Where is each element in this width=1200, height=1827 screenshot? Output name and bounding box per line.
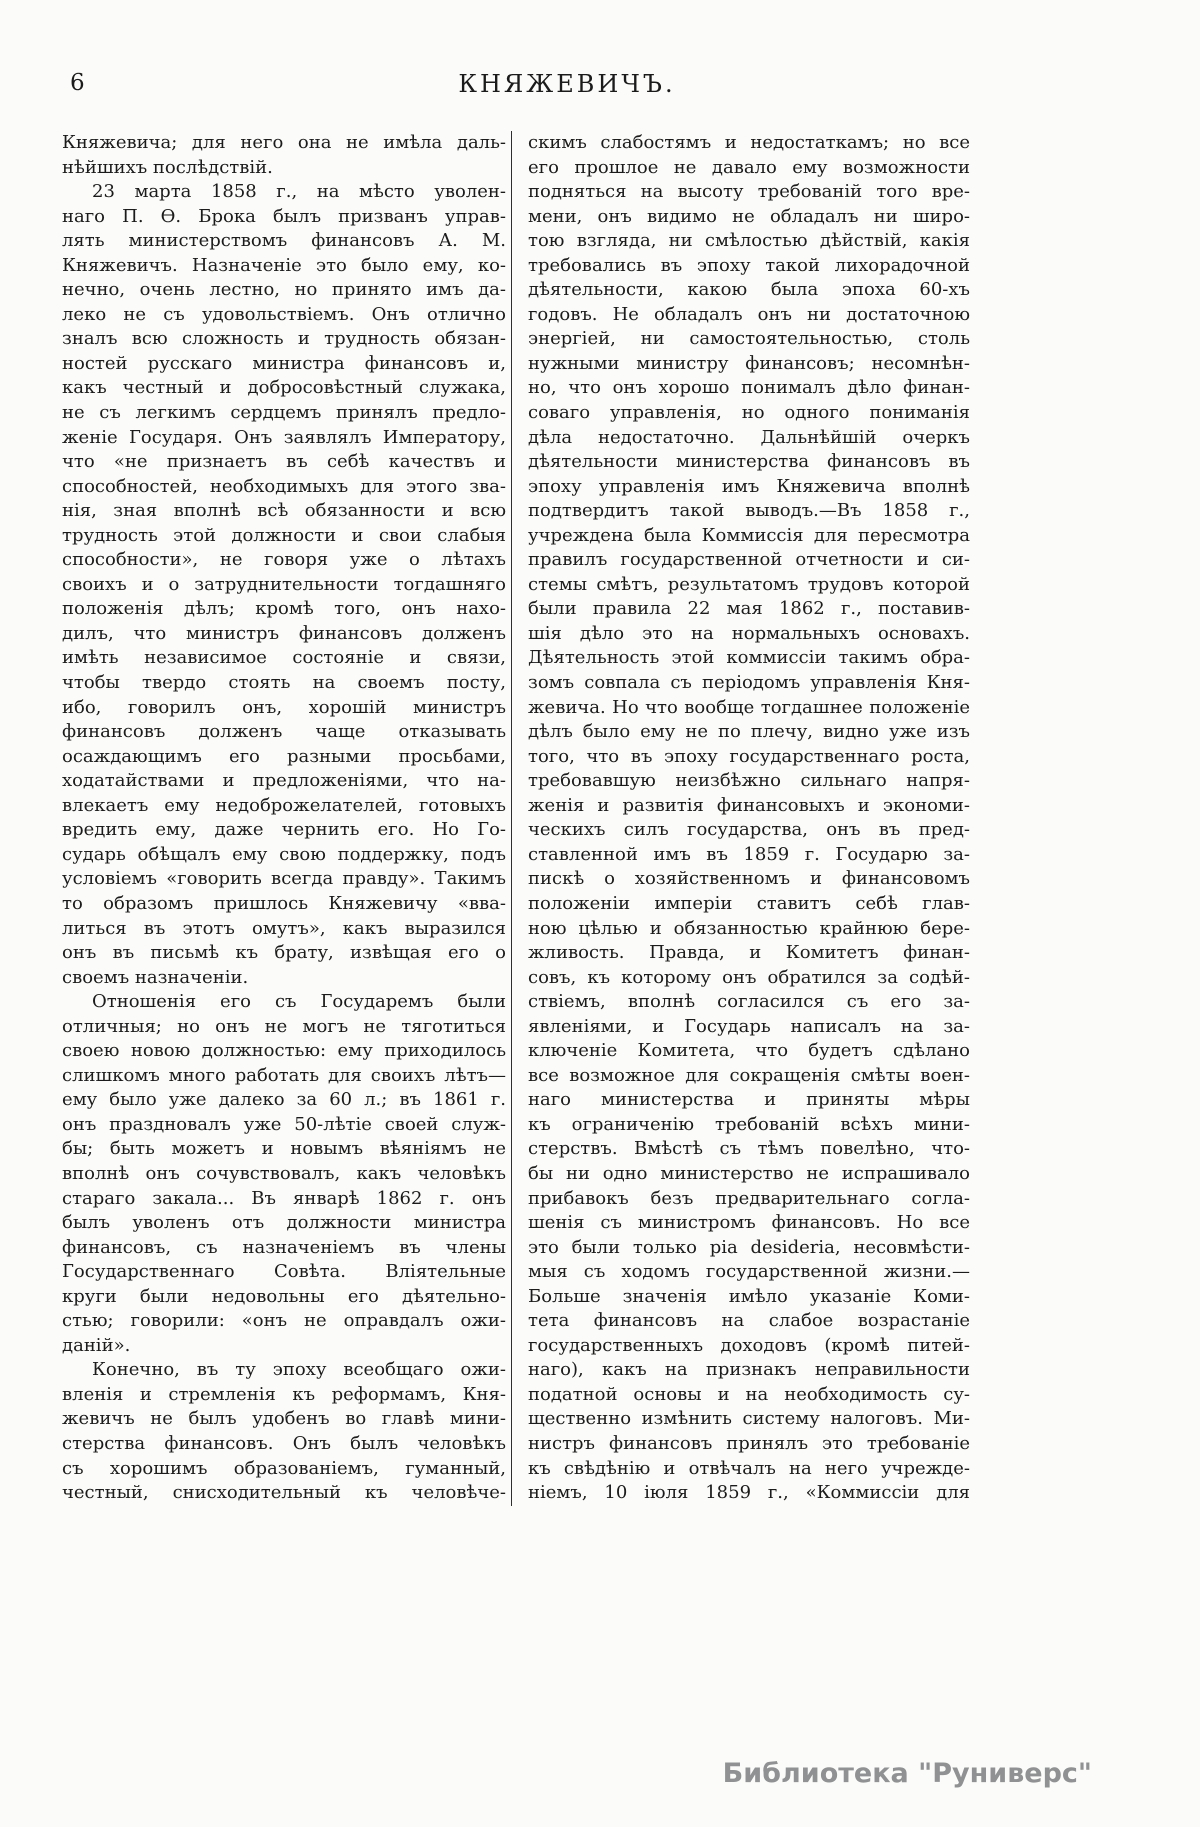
text-line: къ ограниченію требованій всѣхъ мини- — [528, 1113, 970, 1135]
text-line: нія, зная вполнѣ всѣ обязанности и всю — [62, 500, 506, 522]
text-line: шенія съ министромъ финансовъ. Но все — [528, 1212, 970, 1234]
text-line: все возможное для сокращенія смѣты воен- — [528, 1064, 970, 1086]
text-line: съ хорошимъ образованіемъ, гуманный, — [62, 1457, 506, 1479]
text-line: жевича. Но что вообще тогдашнее положеніе — [528, 696, 970, 718]
text-line: своею новою должностью: ему приходилось — [62, 1040, 506, 1062]
text-line: что «не признаетъ въ себѣ качествъ и — [62, 451, 506, 473]
text-line: ибо, говорилъ онъ, хорошій министръ — [62, 696, 506, 718]
text-line: вредить ему, даже чернить его. Но Го- — [62, 819, 506, 841]
text-line: дѣла недостаточно. Дальнѣйшій очеркъ — [528, 426, 970, 448]
text-line: жевичъ не былъ удобенъ во главѣ мини- — [62, 1408, 506, 1430]
text-line: стемы смѣтъ, результатомъ трудовъ которой — [528, 573, 970, 595]
text-line: энергіей, ни самостоятельностью, столь — [528, 328, 970, 350]
text-line: ніемъ, 10 іюля 1859 г., «Коммиссіи для — [528, 1482, 970, 1504]
text-line: осаждающимъ его разными просьбами, — [62, 745, 506, 767]
library-watermark: Библиотека "Руниверс" — [722, 1758, 1092, 1789]
text-line: но, что онъ хорошо понималъ дѣло финан- — [528, 377, 970, 399]
text-line: тою взгляда, ни смѣлостью дѣйствій, какія — [528, 230, 970, 252]
text-line: нистръ финансовъ принялъ это требованіе — [528, 1432, 970, 1454]
text-line: къ свѣдѣнію и отвѣчалъ на него учрежде- — [528, 1457, 970, 1479]
text-line: женія и развитія финансовыхъ и экономи- — [528, 794, 970, 816]
text-line: леко не съ удовольствіемъ. Онъ отлично — [62, 303, 506, 325]
text-line: Больше значенія имѣло указаніе Коми- — [528, 1285, 970, 1307]
text-line: лять министерствомъ финансовъ А. М. — [62, 230, 506, 252]
text-line: стью; говорили: «онъ не оправдалъ ожи- — [62, 1310, 506, 1332]
text-line: Дѣятельность этой коммиссіи такимъ обра- — [528, 647, 970, 669]
text-line: не съ легкимъ сердцемъ принялъ предло- — [62, 402, 506, 424]
text-line: наго), какъ на признакъ неправильности — [528, 1359, 970, 1381]
text-line: податной основы и на необходимость су- — [528, 1383, 970, 1405]
text-line: зналъ всю сложность и трудность обязан- — [62, 328, 506, 350]
text-line: способности», не говоря уже о лѣтахъ — [62, 549, 506, 571]
page-title: КНЯЖЕВИЧЪ. — [458, 70, 676, 98]
text-line: положеніи имперіи ставитъ себѣ глав- — [528, 892, 970, 914]
text-line: стерства финансовъ. Онъ былъ человѣкъ — [62, 1432, 506, 1454]
column-left — [62, 131, 506, 1506]
text-line: положенія дѣлъ; кромѣ того, онъ нахо- — [62, 598, 506, 620]
text-line: бы; быть можетъ и новымъ вѣяніямъ не — [62, 1138, 506, 1160]
text-line: мени, онъ видимо не обладалъ ни широ- — [528, 205, 970, 227]
text-line: имѣть независимое состояніе и связи, — [62, 647, 506, 669]
text-line: ческихъ силъ государства, онъ въ пред- — [528, 819, 970, 841]
text-line: скимъ слабостямъ и недостаткамъ; но все — [528, 132, 970, 153]
text-line: своихъ и о затруднительности тогдашняго — [62, 573, 506, 595]
text-line: ною цѣлью и обязанностью крайнюю бере- — [528, 917, 970, 939]
text-line: учреждена была Коммиссія для пересмотра — [528, 524, 970, 546]
text-line: Государственнаго Совѣта. Вліятельные — [62, 1261, 506, 1283]
text-line: государственныхъ доходовъ (кромѣ питей- — [528, 1334, 970, 1356]
text-line: ствіемъ, вполнѣ согласился съ его за- — [528, 991, 970, 1013]
text-line: способностей, необходимыхъ для этого зва- — [62, 475, 506, 497]
text-line: правилъ государственной отчетности и си- — [528, 549, 970, 571]
text-line: мыя съ ходомъ государственной жизни.— — [528, 1261, 970, 1283]
text-line: женіе Государя. Онъ заявлялъ Императору, — [62, 426, 506, 448]
text-line: отличныя; но онъ не могъ не тяготиться — [62, 1015, 506, 1037]
text-line: ставленной имъ въ 1859 г. Государю за- — [528, 843, 970, 865]
text-line: наго министерства и приняты мѣры — [528, 1089, 970, 1111]
text-line: условіемъ «говорить всегда правду». Такимъ — [62, 868, 506, 890]
text-line: литься въ этотъ омутъ», какъ выразился — [62, 917, 506, 939]
text-line: дѣлъ было ему не по плечу, видно уже изъ — [528, 721, 970, 743]
text-line: чтобы твердо стоять на своемъ посту, — [62, 672, 506, 694]
text-line: былъ уволенъ отъ должности министра — [62, 1212, 506, 1234]
text-line: явленіями, и Государь написалъ на за- — [528, 1015, 970, 1037]
text-line: даній». — [62, 1334, 131, 1356]
text-line: какъ честный и добросовѣстный служака, — [62, 377, 506, 399]
column-divider-rule — [511, 131, 512, 1506]
text-line: 23 марта 1858 г., на мѣсто уволен- — [92, 181, 506, 203]
text-line: требовались въ эпоху такой лихорадочной — [528, 254, 970, 276]
text-line: трудность этой должности и свои слабыя — [62, 524, 506, 546]
text-line: его прошлое не давало ему возможности — [528, 156, 970, 178]
text-line: это были только pia desideria, несовмѣсти- — [528, 1236, 970, 1258]
text-line: своемъ назначеніи. — [62, 966, 249, 988]
column-right — [528, 131, 970, 1506]
text-line: сударь обѣщалъ ему свою поддержку, подъ — [62, 843, 506, 865]
text-line: соваго управленія, но одного пониманія — [528, 402, 970, 424]
text-line: совъ, къ которому онъ обратился за содѣй- — [528, 966, 970, 988]
page-number: 6 — [70, 70, 85, 96]
text-line: Конечно, въ ту эпоху всеобщаго ожи- — [92, 1359, 506, 1381]
text-line: ему было уже далеко за 60 л.; въ 1861 г. — [62, 1089, 506, 1111]
text-line: нечно, очень лестно, но принято имъ да- — [62, 279, 506, 301]
text-line: были правила 22 мая 1862 г., поставив- — [528, 598, 970, 620]
text-line: шія дѣло это на нормальныхъ основахъ. — [528, 622, 970, 644]
text-line: то образомъ пришлось Княжевичу «вва- — [62, 892, 506, 914]
text-line: годовъ. Не обладалъ онъ ни достаточною — [528, 303, 970, 325]
text-line: подтвердитъ такой выводъ.—Въ 1858 г., — [528, 500, 970, 522]
text-line: дѣятельности, какою была эпоха 60-хъ — [528, 279, 970, 301]
text-line: финансовъ долженъ чаще отказывать — [62, 721, 506, 743]
text-line: онъ въ письмѣ къ брату, извѣщая его о — [62, 942, 506, 964]
text-line: Отношенія его съ Государемъ были — [92, 991, 506, 1013]
text-line: нѣйшихъ послѣдствій. — [62, 156, 273, 178]
text-line: ностей русскаго министра финансовъ и, — [62, 352, 506, 374]
text-line: щественно измѣнить систему налоговъ. Ми- — [528, 1408, 970, 1430]
text-line: нужными министру финансовъ; несомнѣн- — [528, 352, 970, 374]
text-line: стерствъ. Вмѣстѣ съ тѣмъ повелѣно, что- — [528, 1138, 970, 1160]
text-line: ходатайствами и предложеніями, что на- — [62, 770, 506, 792]
text-line: бы ни одно министерство не испрашивало — [528, 1162, 970, 1184]
text-line: вленія и стремленія къ реформамъ, Кня- — [62, 1383, 506, 1405]
text-line: пискѣ о хозяйственномъ и финансовомъ — [528, 868, 970, 890]
text-line: Княжевича; для него она не имѣла даль- — [62, 132, 506, 153]
text-line: влекаетъ ему недоброжелателей, готовыхъ — [62, 794, 506, 816]
text-line: онъ праздновалъ уже 50-лѣтіе своей служ- — [62, 1113, 506, 1135]
text-line: вполнѣ онъ сочувствовалъ, какъ человѣкъ — [62, 1162, 506, 1184]
text-columns — [62, 131, 970, 1506]
text-line: подняться на высоту требованій того вре- — [528, 181, 970, 203]
text-line: дилъ, что министръ финансовъ долженъ — [62, 622, 506, 644]
text-line: ключеніе Комитета, что будетъ сдѣлано — [528, 1040, 970, 1062]
text-line: зомъ совпала съ періодомъ управленія Кня- — [528, 672, 970, 694]
text-line: слишкомъ много работать для своихъ лѣтъ— — [62, 1064, 506, 1086]
text-line: наго П. Ѳ. Брока былъ призванъ управ- — [62, 205, 506, 227]
text-line: требовавшую неизбѣжно сильнаго напря- — [528, 770, 970, 792]
text-line: прибавокъ безъ предварительнаго согла- — [528, 1187, 970, 1209]
text-line: тета финансовъ на слабое возрастаніе — [528, 1310, 970, 1332]
text-line: жливость. Правда, и Комитетъ финан- — [528, 942, 970, 964]
text-line: круги были недовольны его дѣятельно- — [62, 1285, 506, 1307]
text-line: эпоху управленія имъ Княжевича вполнѣ — [528, 475, 970, 497]
text-line: Княжевичъ. Назначеніе это было ему, ко- — [62, 254, 506, 276]
text-line: честный, снисходительный къ человѣче- — [62, 1482, 506, 1504]
text-line: стараго закала... Въ январѣ 1862 г. онъ — [62, 1187, 506, 1209]
text-line: того, что въ эпоху государственнаго роста, — [528, 745, 970, 767]
text-line: финансовъ, съ назначеніемъ въ члены — [62, 1236, 506, 1258]
text-line: дѣятельности министерства финансовъ въ — [528, 451, 970, 473]
